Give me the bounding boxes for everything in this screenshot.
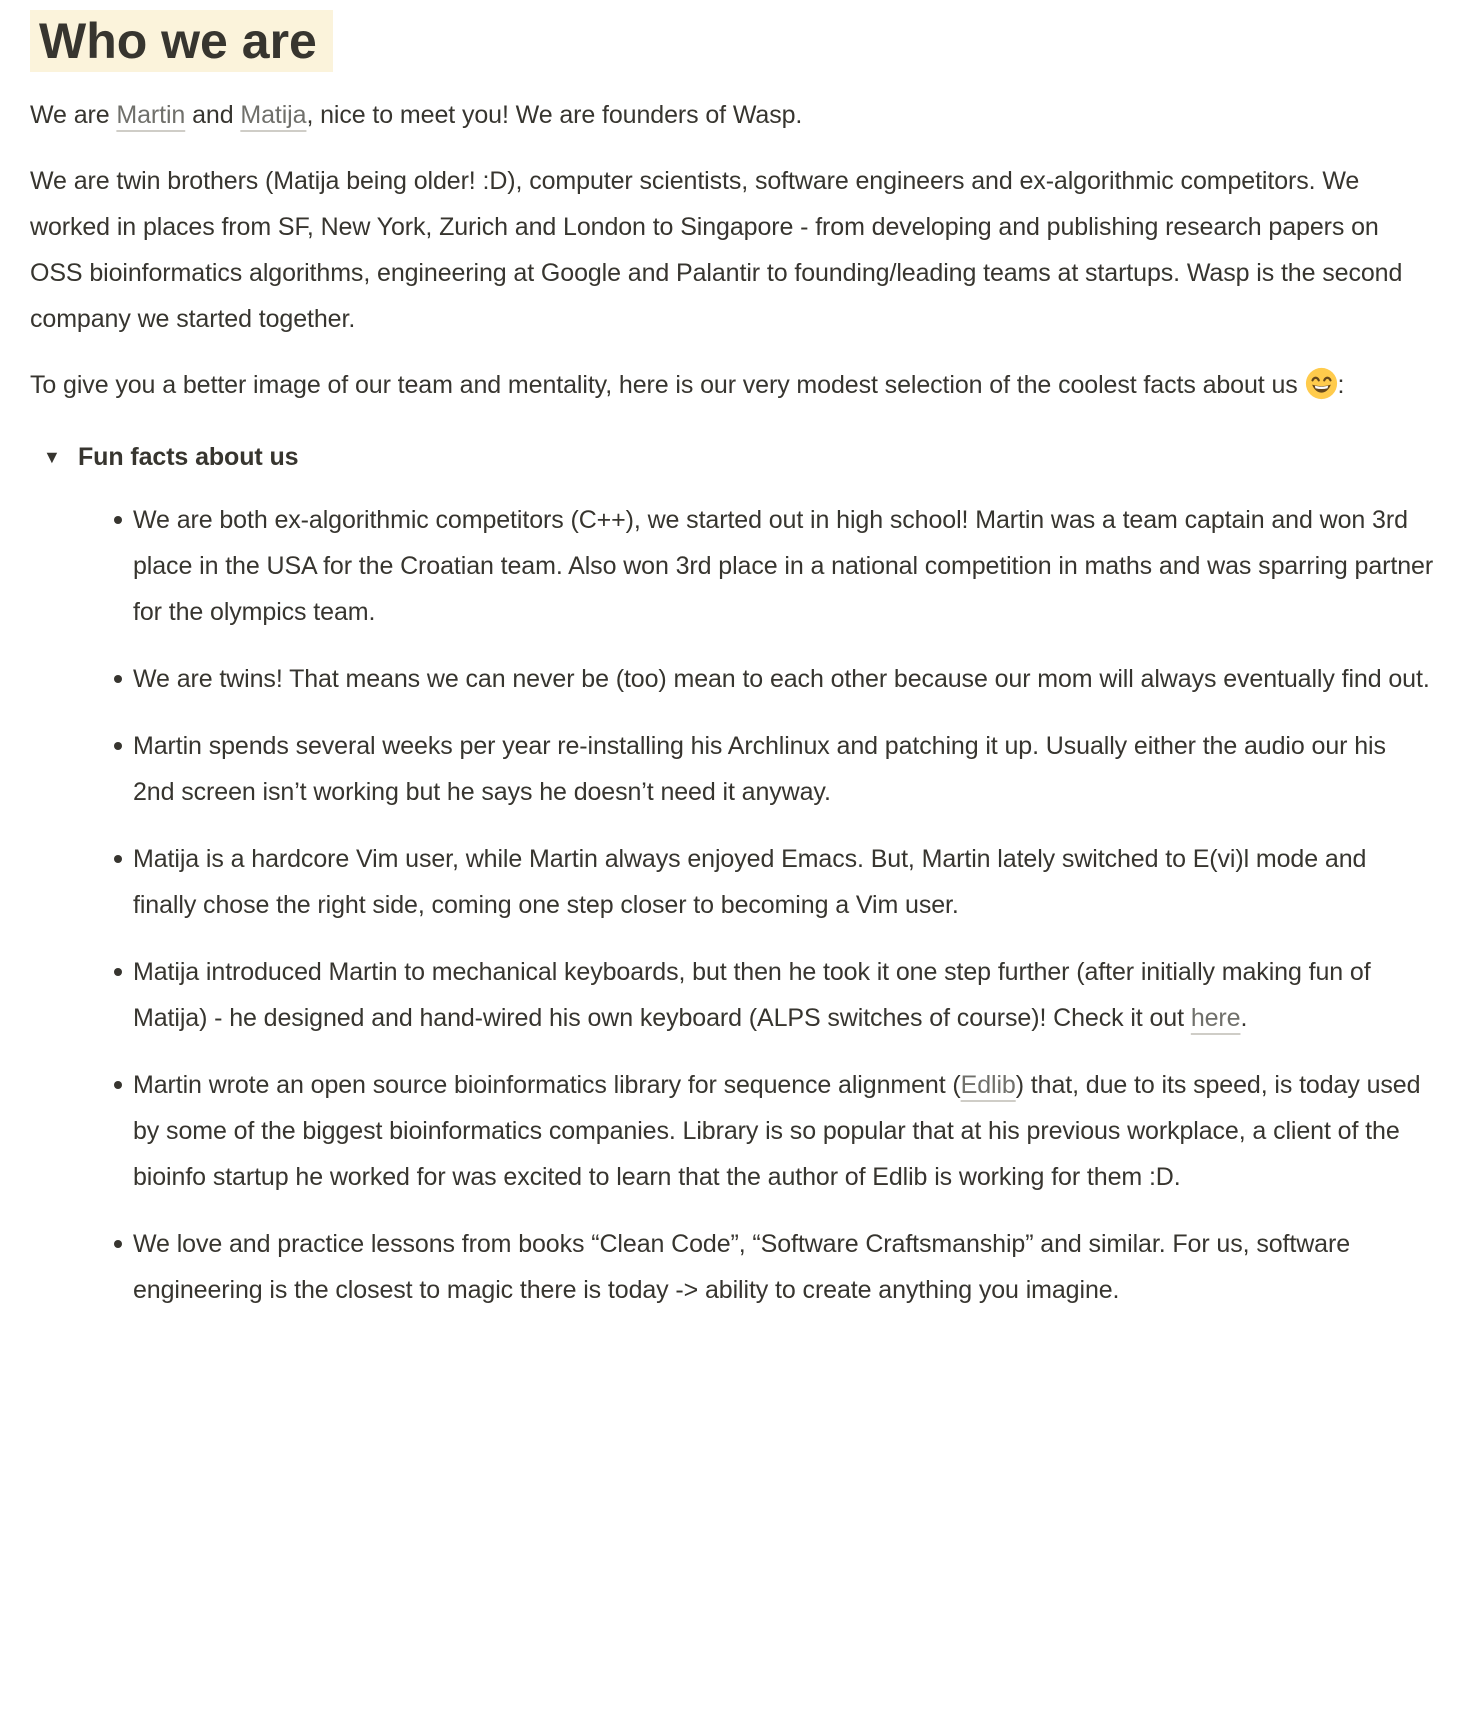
- toggle-open-triangle-icon[interactable]: ▼: [43, 447, 61, 467]
- martin-link[interactable]: Martin: [116, 101, 186, 129]
- fun-fact-item-twins: We are twins! That means we can never be (too) mean to each other because our mom will always eventually find out.: [133, 656, 1434, 702]
- edlib-link[interactable]: Edlib: [960, 1071, 1016, 1099]
- fun-fact-item-competitors: We are both ex-algorithmic competitors (C++), we started out in high school! Martin was a team captain and won 3rd place in the USA for the Croatian team. Also won 3rd place in a national competition in maths and was sparring partner for the olympics team.: [133, 497, 1434, 635]
- fun-facts-list: [30, 497, 1434, 1313]
- lead-in-paragraph: To give you a better image of our team and mentality, here is our very modest selection of the coolest facts about us :: [30, 362, 1434, 408]
- matija-link[interactable]: Matija: [240, 101, 307, 129]
- grinning-face-with-smiling-eyes-emoji: [1305, 367, 1338, 400]
- fun-facts-toggle-block: [30, 434, 1434, 1313]
- background-paragraph: We are twin brothers (Matija being older! :D), computer scientists, software engineers and ex-algorithmic competitors. We worked in places from SF, New York, Zurich and London to Singapore - from developing and publishing research papers on OSS bioinformatics algorithms, engineering at Google and Palantir to founding/leading teams at startups. Wasp is the second company we started together.: [30, 167, 1403, 333]
- page-title: [30, 10, 1434, 72]
- fun-fact-item-keyboards: Matija introduced Martin to mechanical keyboards, but then he took it one step further (after initially making fun of Matija) - he designed and hand-wired his own keyboard (ALPS switches of course)! Check it out here.: [133, 949, 1434, 1041]
- fun-facts-toggle-header[interactable]: [30, 434, 1434, 480]
- fun-fact-item-vim-emacs: Matija is a hardcore Vim user, while Martin always enjoyed Emacs. But, Martin lately switched to E(vi)l mode and finally chose the right side, coming one step closer to becoming a Vim user.: [133, 836, 1434, 928]
- fun-fact-item-archlinux: Martin spends several weeks per year re-installing his Archlinux and patching it up. Usually either the audio our his 2nd screen isn’t working but he says he doesn’t need it anyway.: [133, 723, 1434, 815]
- intro-paragraph: We are Martin and Matija, nice to meet you! We are founders of Wasp.: [30, 101, 803, 129]
- page-title-highlight: Who we are: [30, 10, 333, 72]
- fun-facts-toggle-label: Fun facts about us: [78, 443, 299, 471]
- fun-fact-item-edlib: Martin wrote an open source bioinformatics library for sequence alignment (Edlib) that, due to its speed, is today used by some of the biggest bioinformatics companies. Library is so popular that at his previous workplace, a client of the bioinfo startup he worked for was excited to learn that the author of Edlib is working for them :D.: [133, 1062, 1434, 1200]
- here-link[interactable]: here: [1190, 1004, 1241, 1032]
- fun-fact-item-clean-code: We love and practice lessons from books “Clean Code”, “Software Craftsmanship” and similar. For us, software engineering is the closest to magic there is today -> ability to create anything you imagine.: [133, 1221, 1434, 1313]
